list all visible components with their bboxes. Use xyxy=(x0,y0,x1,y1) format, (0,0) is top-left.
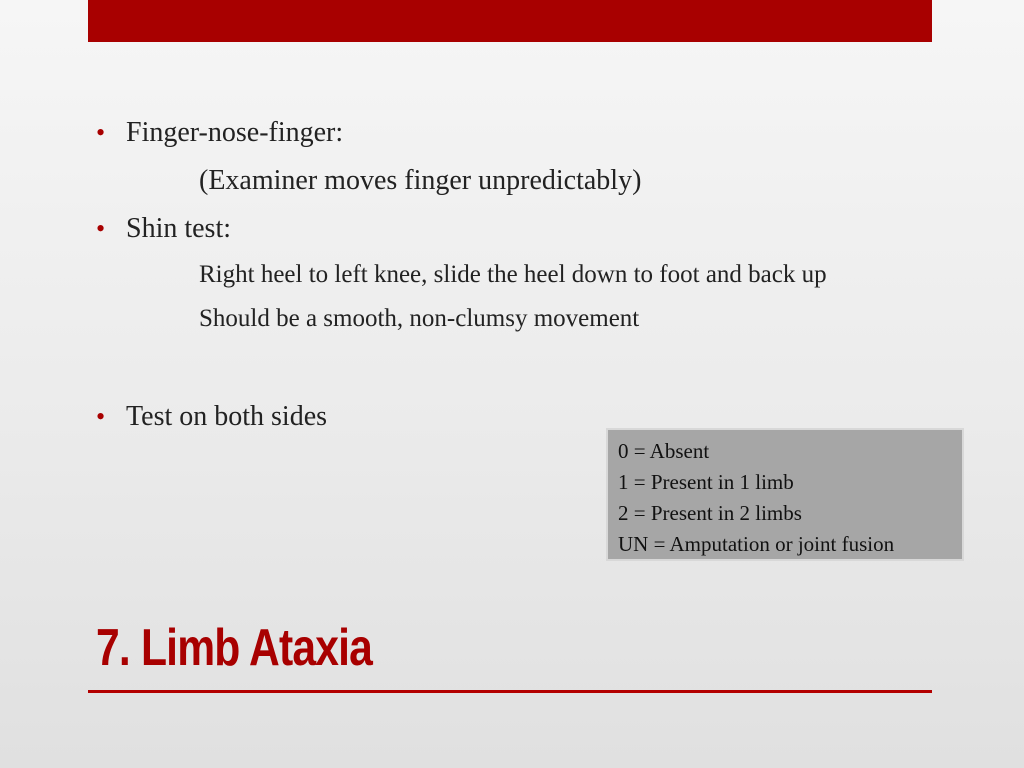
finger-nose-detail: (Examiner moves finger unpredictably) xyxy=(199,165,642,196)
bullet-label: Test on both sides xyxy=(126,401,328,432)
slide-content xyxy=(96,116,896,434)
bullet-dot: • xyxy=(96,402,106,431)
bullet-dot: • xyxy=(96,118,106,147)
scoring-item: 0 = Absent xyxy=(618,439,710,463)
scoring-legend-box xyxy=(606,428,964,561)
scoring-item: 2 = Present in 2 limbs xyxy=(618,501,802,525)
bullet-dot: • xyxy=(96,214,106,243)
title-underline xyxy=(88,690,932,693)
scoring-item: 1 = Present in 1 limb xyxy=(618,470,794,494)
shin-test-detail-2: Should be a smooth, non-clumsy movement xyxy=(199,305,640,332)
shin-test-detail-1: Right heel to left knee, slide the heel down to foot and back up xyxy=(199,261,827,288)
scoring-item: UN = Amputation or joint fusion xyxy=(618,532,895,556)
slide-title: 7. Limb Ataxia xyxy=(96,619,373,677)
top-accent-bar xyxy=(88,0,932,42)
bullet-label: Shin test: xyxy=(126,213,232,244)
bullet-shin-test xyxy=(96,212,896,246)
bullet-label: Finger-nose-finger: xyxy=(126,117,344,148)
bullet-finger-nose xyxy=(96,116,896,150)
